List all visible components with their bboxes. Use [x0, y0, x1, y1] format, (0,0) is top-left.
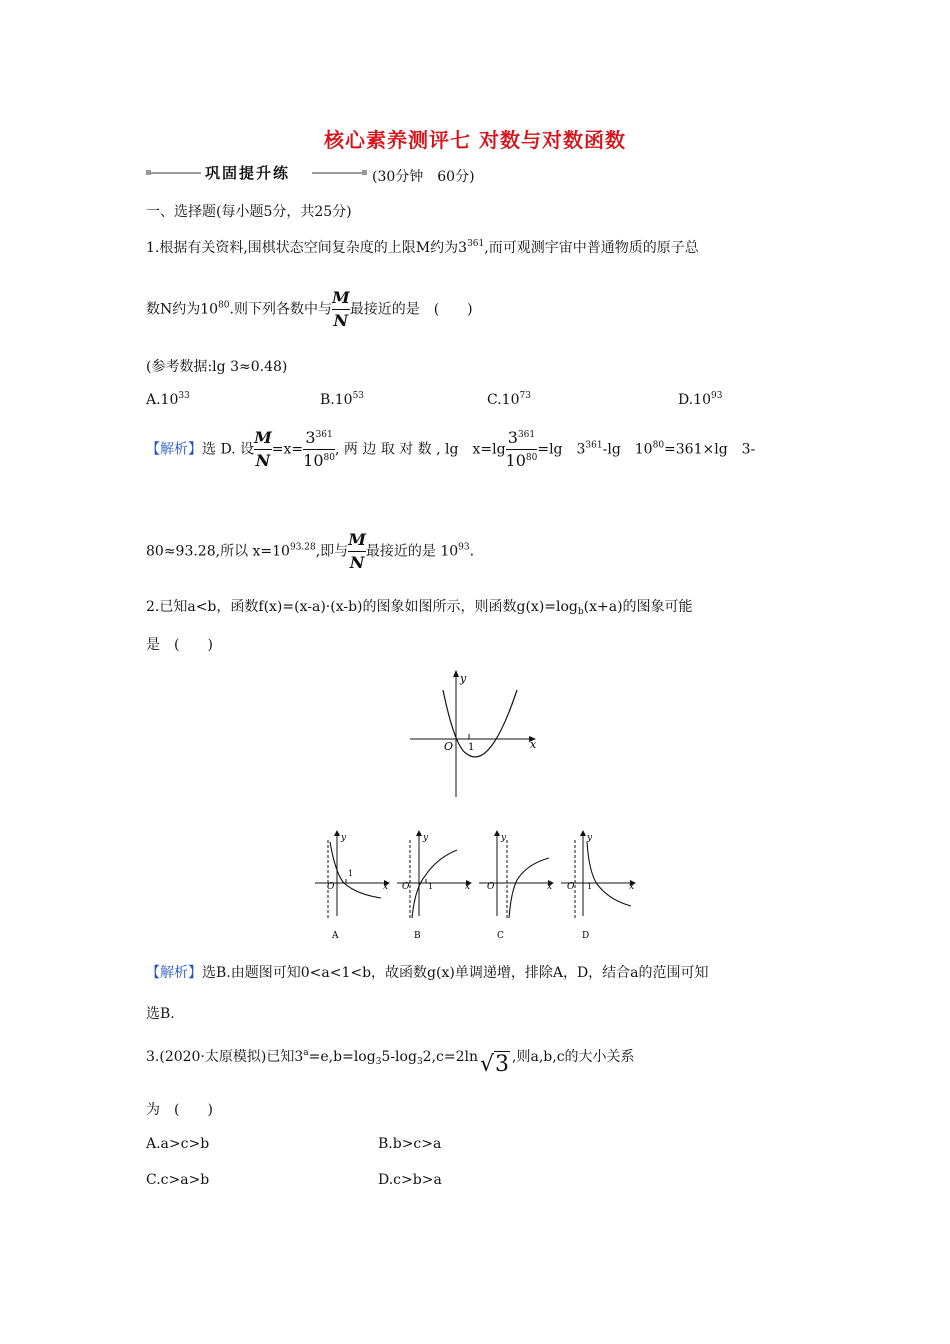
q1-analysis-fraction-2: $\frac{3^{361}}{10^{80}}$: [505, 428, 538, 470]
q1-line1: 1.根据有关资料,围棋状态空间复杂度的上限M约为$3^{361}$,而可观测宇宙中普通物质的原子总: [146, 239, 699, 256]
choice-label-c: C: [497, 931, 504, 941]
q1-analysis-line1: 【解析】选 D. 设 $\frac{M}{N}$ =x= $\frac{3^{361}}{10^{80}}$ , 两 边 取 对 数 , lg x=lg $\frac{3^{361}}{10^{80}}$ =lg $3^{361}-\lg$ $10^{80}=361\times\lg$ 3-: [146, 428, 756, 470]
svg-text:y: y: [341, 833, 347, 843]
q1-option-b[interactable]: $B.10^{53}$: [320, 391, 365, 408]
origin-label: O: [444, 740, 454, 753]
choice-label-d: D: [582, 931, 590, 941]
q1-reference: (参考数据:lg 3≈0.48): [146, 359, 288, 375]
section-time: (30分钟 60分): [372, 169, 475, 185]
svg-text:O: O: [402, 882, 410, 892]
svg-text:x: x: [383, 882, 389, 892]
q3-option-c[interactable]: C.c>a>b: [146, 1172, 210, 1188]
q2-line1: 2.已知a<b，函数f(x)=(x-a)·(x-b)的图象如图所示，则函数$g(x)=\log_b(x+a)$的图象可能: [146, 599, 693, 617]
q2-choice-graph-a[interactable]: [313, 826, 393, 942]
q3-option-a[interactable]: A.a>c>b: [146, 1136, 210, 1152]
section-label: 巩固提升练: [205, 164, 291, 182]
q3-line2: 为 ( ): [146, 1102, 213, 1118]
q1-analysis-line2: 80≈93.28,所以 $x=10^{93.28}$,即与 $\frac{M}{N}$ 最接近的是 $10^{93}$.: [146, 530, 475, 572]
q2-analysis-line2: 选B.: [146, 1006, 175, 1022]
svg-text:y: y: [501, 833, 507, 843]
svg-text:1: 1: [348, 869, 354, 878]
q2-choice-graph-b[interactable]: [395, 826, 475, 942]
svg-text:1: 1: [428, 882, 434, 891]
section-right-rule: [312, 172, 362, 174]
q1-fraction: $\frac{M}{N}$: [331, 288, 350, 330]
svg-text:x: x: [465, 882, 471, 892]
svg-text:y: y: [423, 833, 429, 843]
svg-text:y: y: [587, 833, 593, 843]
svg-text:x: x: [629, 882, 635, 892]
one-label: 1: [468, 742, 475, 753]
choice-label-a: A: [332, 931, 339, 941]
y-label: y: [460, 672, 467, 685]
q1-option-a[interactable]: $A.10^{33}$: [146, 391, 190, 408]
page-title: 核心素养测评七 对数与对数函数: [324, 128, 626, 152]
q2-main-graph: [410, 668, 540, 798]
section-left-rule: [151, 172, 201, 174]
choice-label-b: B: [414, 931, 421, 941]
svg-text:O: O: [567, 882, 575, 892]
q1-analysis-fraction-mn: $\frac{M}{N}$: [254, 428, 272, 470]
q3-line1: 3.(2020·太原模拟)已知$3^a=e,b=\log_35-\log_32,c=2\ln√3$ ,则a,b,c的大小关系: [146, 1048, 635, 1077]
analysis-tag: 【解析】: [146, 441, 202, 458]
section-right-marker: [362, 170, 367, 175]
svg-text:x: x: [547, 882, 553, 892]
q1-option-d[interactable]: $D.10^{93}$: [678, 391, 723, 408]
svg-text:O: O: [327, 882, 335, 892]
q1-line2: 数N约为$10^{80}$.则下列各数中与 $\frac{M}{N}$ 最接近的是 ( ): [146, 288, 473, 330]
part-heading: 一、选择题(每小题5分，共25分): [146, 204, 352, 220]
q1-analysis-fraction-mn2: $\frac{M}{N}$: [348, 530, 366, 572]
q3-option-b[interactable]: B.b>c>a: [378, 1136, 442, 1152]
q1-analysis-fraction-1: $\frac{3^{361}}{10^{80}}$: [303, 428, 335, 470]
q3-option-d[interactable]: D.c>b>a: [378, 1172, 442, 1188]
sqrt-expression: √3: [480, 1052, 510, 1077]
x-label: x: [530, 738, 537, 751]
q2-analysis-line1: 【解析】选B.由题图可知0<a<1<b，故函数g(x)单调递增，排除A，D，结合a的范围可知: [146, 965, 709, 981]
y-axis-arrow: [453, 670, 459, 677]
q2-choice-graph-c[interactable]: [477, 826, 557, 942]
q1-option-c[interactable]: $C.10^{73}$: [487, 391, 531, 408]
analysis-tag: 【解析】: [146, 965, 202, 981]
svg-text:O: O: [487, 882, 495, 892]
q2-choice-graph-d[interactable]: [559, 826, 639, 942]
parabola-curve: [443, 690, 517, 757]
q2-line2: 是 ( ): [146, 637, 213, 653]
svg-text:1: 1: [587, 882, 593, 891]
